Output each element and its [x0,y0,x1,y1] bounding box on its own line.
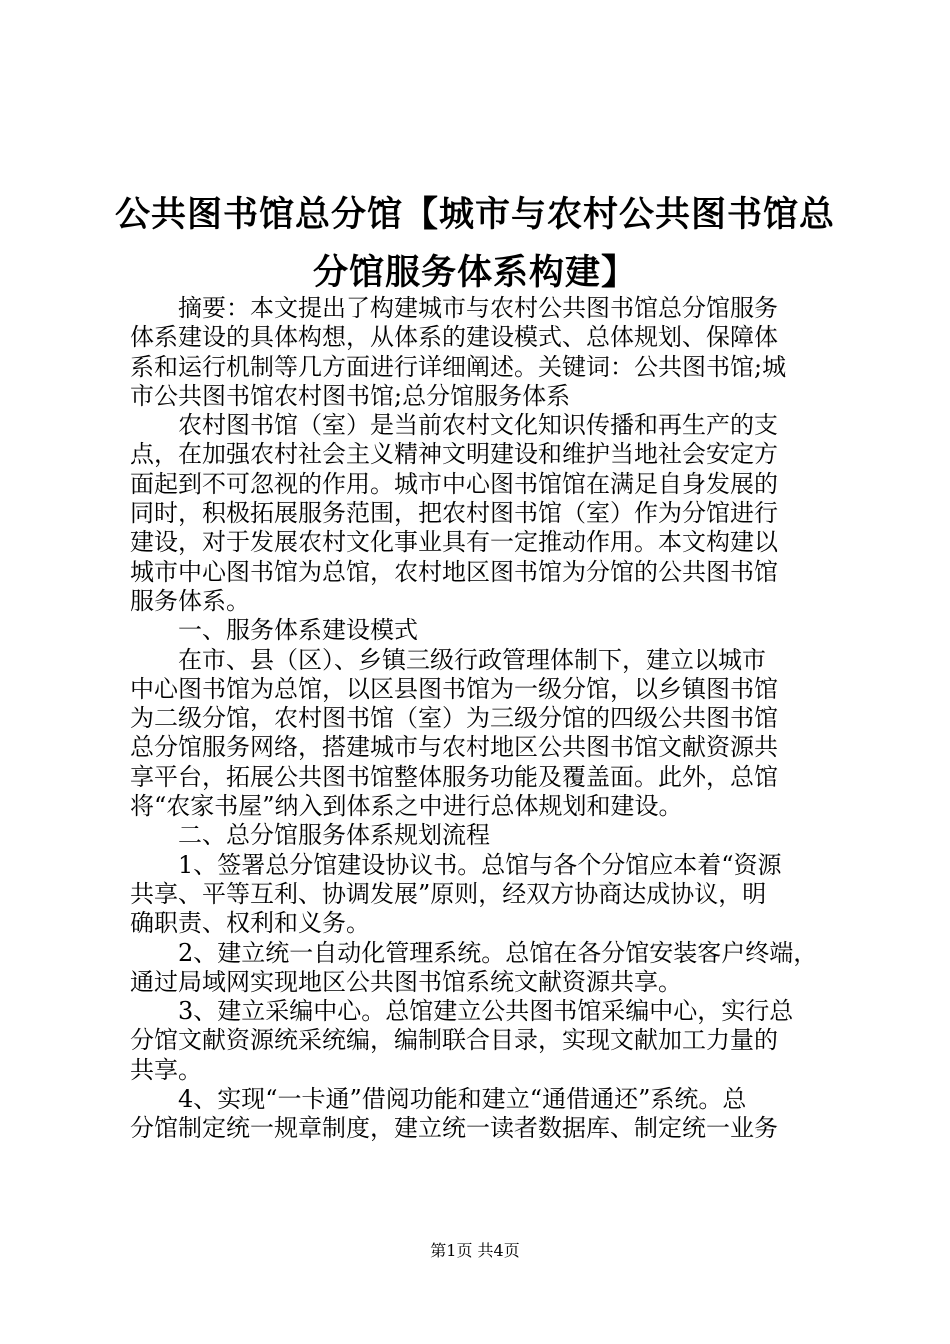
body-line: 点，在加强农村社会主义精神文明建设和维护当地社会安定方 [130,440,778,469]
body-line: 体系建设的具体构想，从体系的建设模式、总体规划、保障体 [130,323,778,352]
body-line: 为二级分馆，农村图书馆（室）为三级分馆的四级公共图书馆 [130,704,778,733]
document-title [110,186,840,302]
body-line: 确职责、权利和义务。 [130,909,370,938]
title-line-2: 分馆服务体系构建】 [312,252,637,293]
body-line: 4、实现“一卡通”借阅功能和建立“通借通还”系统。总 [178,1085,747,1114]
body-line: 享平台，拓展公共图书馆整体服务功能及覆盖面。此外，总馆 [130,762,778,791]
body-line: 共享、平等互利、协调发展”原则，经双方协商达成协议，明 [130,879,767,908]
body-line: 2、建立统一自动化管理系统。总馆在各分馆安装客户终端， [178,938,818,967]
body-line: 一、服务体系建设模式 [178,616,418,645]
body-line: 分馆文献资源统采统编，编制联合目录，实现文献加工力量的 [130,1026,778,1055]
body-line: 3、建立采编中心。总馆建立公共图书馆采编中心，实行总 [178,997,794,1026]
document-body [130,294,832,1144]
body-line: 共享。 [130,1055,202,1084]
body-line: 市公共图书馆农村图书馆;总分馆服务体系 [130,381,571,410]
body-line: 农村图书馆（室）是当前农村文化知识传播和再生产的支 [178,411,778,440]
body-line: 系和运行机制等几方面进行详细阐述。关键词：公共图书馆;城 [130,352,787,381]
title-line-1: 公共图书馆总分馆【城市与农村公共图书馆总 [114,194,835,235]
body-line: 通过局域网实现地区公共图书馆系统文献资源共享。 [130,967,682,996]
body-line: 1、签署总分馆建设协议书。总馆与各个分馆应本着“资源 [178,850,782,879]
body-line: 摘要：本文提出了构建城市与农村公共图书馆总分馆服务 [178,294,778,322]
body-line: 服务体系。 [130,586,250,615]
page-footer: 第1页 共4页 [430,1241,520,1260]
body-line: 在市、县（区）、乡镇三级行政管理体制下，建立以城市 [178,645,766,674]
body-line: 二、总分馆服务体系规划流程 [178,821,490,850]
body-line: 城市中心图书馆为总馆，农村地区图书馆为分馆的公共图书馆 [130,557,778,586]
body-line: 总分馆服务网络，搭建城市与农村地区公共图书馆文献资源共 [130,733,778,762]
body-line: 分馆制定统一规章制度，建立统一读者数据库、制定统一业务 [130,1114,778,1143]
body-line: 面起到不可忽视的作用。城市中心图书馆馆在满足自身发展的 [130,469,778,498]
body-line: 中心图书馆为总馆，以区县图书馆为一级分馆，以乡镇图书馆 [130,674,778,703]
body-line: 将“农家书屋”纳入到体系之中进行总体规划和建设。 [130,792,683,821]
body-line: 同时，积极拓展服务范围，把农村图书馆（室）作为分馆进行 [130,499,778,528]
body-line: 建设，对于发展农村文化事业具有一定推动作用。本文构建以 [130,528,778,557]
